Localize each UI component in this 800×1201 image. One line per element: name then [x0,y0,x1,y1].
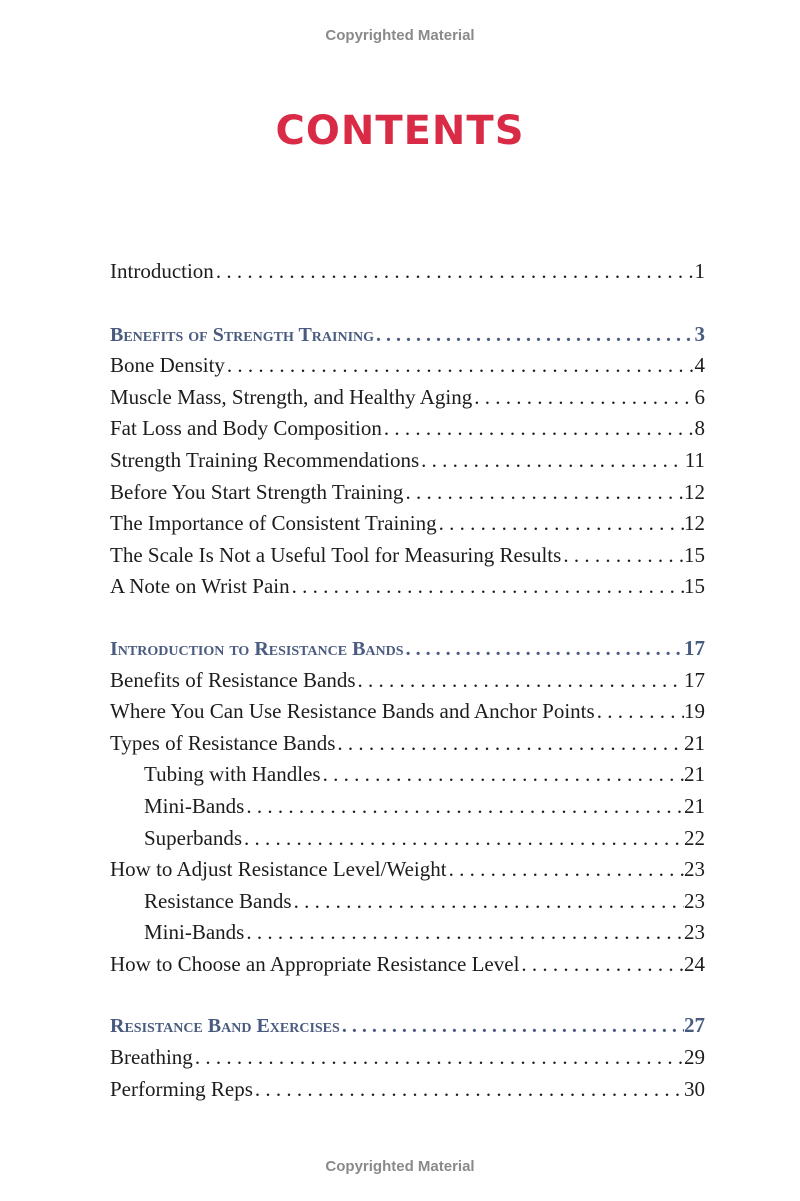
toc-section-label: Introduction to Resistance Bands [110,637,404,660]
toc-entry [110,854,705,886]
toc-entry-label: Fat Loss and Body Composition [110,416,382,441]
dot-leader [419,445,685,477]
toc-entry-label: Bone Density [110,353,225,378]
dot-leader [335,728,684,760]
toc-entry-page: 11 [684,447,705,472]
toc-entry [110,696,705,728]
toc-entry-label: Where You Can Use Resistance Bands and Anchor Points [110,699,595,724]
toc-entry [110,350,705,382]
toc-entry-page: 6 [694,384,705,409]
toc-entry-label: How to Adjust Resistance Level/Weight [110,857,447,882]
dot-leader [290,571,684,603]
toc-entry [110,949,705,981]
table-of-contents [110,256,705,1105]
dot-leader [561,540,684,572]
toc-entry [110,477,705,509]
toc-entry-label: How to Choose an Appropriate Resistance Level [110,951,520,976]
toc-entry-introduction [110,256,705,288]
toc-subentry [110,759,705,791]
toc-section-resistance-band-exercises [110,1010,705,1042]
toc-entry-page: 21 [684,730,705,755]
toc-entry-page: 24 [684,951,705,976]
toc-entry [110,445,705,477]
toc-section-page: 3 [694,321,705,346]
toc-entry-page: 22 [684,825,705,850]
toc-subentry [110,886,705,918]
toc-entry-label: The Scale Is Not a Useful Tool for Measuring Results [110,542,562,567]
dot-leader [253,1074,684,1106]
toc-entry-page: 17 [684,667,705,692]
toc-entry-label: A Note on Wrist Pain [110,574,290,599]
toc-section-benefits-of-strength-training [110,319,705,351]
dot-leader [382,413,695,445]
toc-entry-label: Resistance Bands [144,888,292,913]
dot-leader [374,320,694,352]
toc-subentry [110,791,705,823]
toc-subentry [110,917,705,949]
toc-entry [110,540,705,572]
toc-entry [110,728,705,760]
dot-leader [292,886,684,918]
toc-entry-label: Types of Resistance Bands [110,730,336,755]
toc-entry [110,508,705,540]
dot-leader [595,696,684,728]
toc-entry-page: 21 [684,762,705,787]
toc-entry-label: Benefits of Resistance Bands [110,667,356,692]
dot-leader [244,791,684,823]
toc-entry-label: Introduction [110,259,214,283]
toc-section-page: 27 [684,1013,705,1038]
toc-entry-label: Performing Reps [110,1076,253,1101]
toc-entry-label: The Importance of Consistent Training [110,511,437,536]
toc-entry-label: Strength Training Recommendations [110,447,420,472]
dot-leader [193,1042,684,1074]
toc-entry-page: 12 [684,511,705,536]
toc-entry-label: Mini-Bands [144,920,245,945]
dot-leader [225,350,695,382]
toc-entry [110,1042,705,1074]
toc-entry-page: 21 [684,793,705,818]
dot-leader [356,665,684,697]
toc-entry [110,1074,705,1106]
toc-section-label: Benefits of Strength Training [110,323,375,346]
dot-leader [447,854,684,886]
toc-section-page: 17 [684,635,705,660]
toc-entry-page: 23 [684,920,705,945]
toc-entry-page: 19 [684,699,705,724]
toc-entry-label: Muscle Mass, Strength, and Healthy Aging [110,384,473,409]
header-copyright: Copyrighted Material [325,27,475,44]
toc-entry-label: Mini-Bands [144,793,245,818]
toc-section-label: Resistance Band Exercises [110,1015,340,1038]
toc-entry-page: 15 [684,542,705,567]
dot-leader [472,382,694,414]
dot-leader [437,508,684,540]
dot-leader [214,256,695,288]
toc-entry [110,665,705,697]
dot-leader [244,917,684,949]
toc-entry [110,413,705,445]
dot-leader [404,634,684,666]
toc-entry-page: 23 [684,857,705,882]
dot-leader [321,759,684,791]
page-title: CONTENTS [275,108,525,154]
toc-section-introduction-to-resistance-bands [110,633,705,665]
toc-subentry [110,823,705,855]
toc-entry-label: Breathing [110,1045,193,1070]
dot-leader [242,823,684,855]
toc-entry-page: 29 [684,1045,705,1070]
toc-entry-page: 30 [684,1076,705,1101]
toc-entry-label: Superbands [144,825,242,850]
toc-entry-page: 8 [694,416,705,441]
toc-entry-label: Before You Start Strength Training [110,479,404,504]
dot-leader [519,949,684,981]
dot-leader [340,1011,684,1043]
footer-copyright: Copyrighted Material [325,1158,475,1175]
toc-entry-page: 4 [694,353,705,378]
toc-entry-page: 1 [694,259,705,283]
dot-leader [403,477,684,509]
toc-entry-page: 12 [684,479,705,504]
toc-entry [110,382,705,414]
toc-entry-page: 23 [684,888,705,913]
toc-entry-page: 15 [684,574,705,599]
toc-entry-label: Tubing with Handles [144,762,321,787]
toc-entry [110,571,705,603]
